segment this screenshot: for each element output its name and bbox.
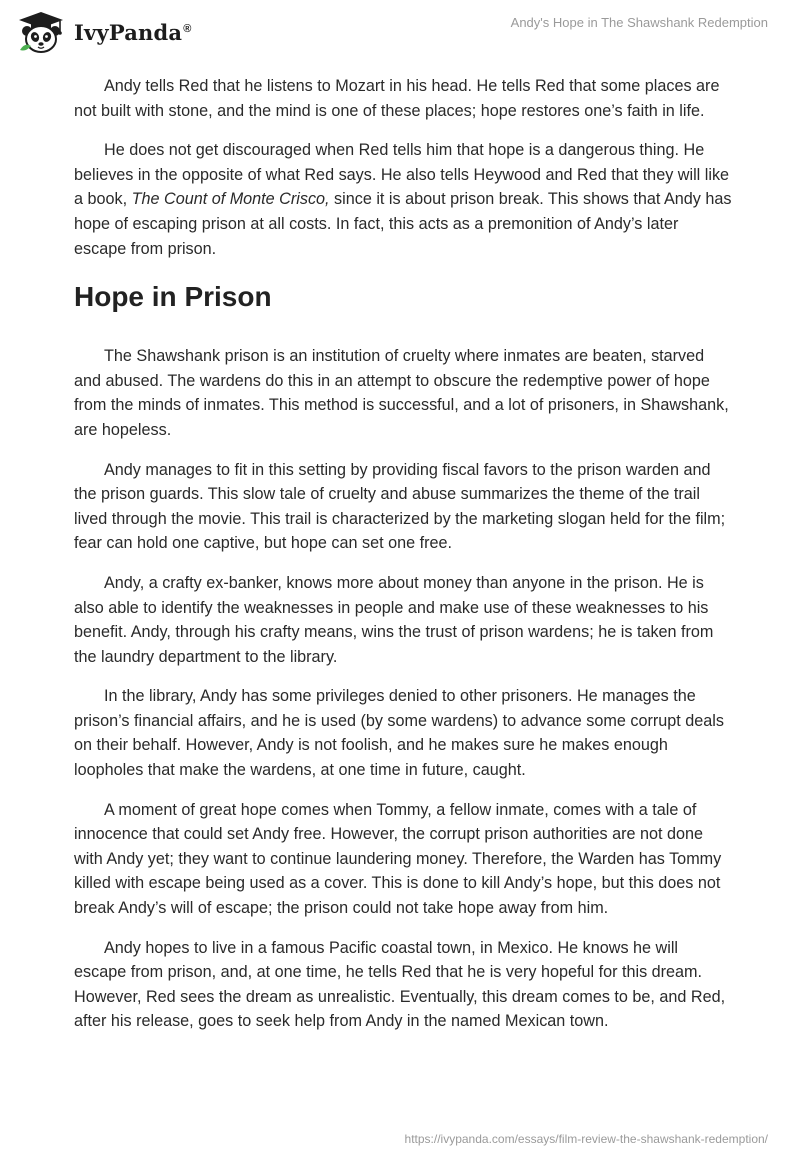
essay-body [74,74,734,1049]
page-header [0,0,800,60]
panda-graduate-icon [16,10,66,54]
section-heading: Hope in Prison [74,281,272,313]
paragraph: The Shawshank prison is an institution of cruelty where inmates are beaten, starved and abused. The wardens do this in an attempt to obscure the redemptive power of hope from the minds of inmates. This method is successful, and a lot of prisoners, in Shawshank, are hopeless. [74,347,729,439]
registered-mark: ® [183,22,192,35]
paragraph: Andy hopes to live in a famous Pacific coastal town, in Mexico. He knows he will escape from prison, and, at one time, he tells Red that he is very hopeful for this dream. However, Red sees the dream as unrealistic. Eventually, this dream comes to be, and Red, after his release, goes to seek help from Andy in the named Mexican town. [74,938,726,1031]
book-title: The Count of Monte Crisco, [131,190,330,209]
paragraph-text: He does not get discouraged when Red tells him that hope is a dangerous thing. He believes in the opposite of what Red says. He also tells Heywood and Red that they will like a book, [74,141,730,209]
paragraph: Andy manages to fit in this setting by providing fiscal favors to the prison warden and the prison guards. This slow tale of cruelty and abuse summarizes the theme of the trail lived through the movie. This trail is characterized by the marketing slogan held for the film; fear can hold one captive, but hope can set one free. [74,460,726,553]
paragraph-text: since it is about prison break. This shows that Andy has hope of escaping prison at all costs. In fact, this acts as a premonition of Andy’s later escape from prison. [74,190,732,258]
paragraph [74,138,734,261]
document-title: Andy's Hope in The Shawshank Redemption [510,15,768,30]
paragraph: In the library, Andy has some privileges denied to other prisoners. He manages the prison’s financial affairs, and he is used (by some wardens) to advance some corrupt deals on their behalf. However, Andy is not foolish, and he makes sure he makes enough loopholes that make the wardens, at one time in future, caught. [74,687,724,780]
source-url[interactable]: https://ivypanda.com/essays/film-review-the-shawshank-redemption/ [404,1132,768,1146]
paragraph: Andy, a crafty ex-banker, knows more about money than anyone in the prison. He is also able to identify the weaknesses in people and make use of these weaknesses to his benefit. Andy, through his crafty means, wins the trust of prison wardens; he is taken from the laundry department to the library. [74,573,714,666]
brand-name: IvyPanda® [74,19,192,45]
paragraph: A moment of great hope comes when Tommy, a fellow inmate, comes with a tale of innocence that could set Andy free. However, the corrupt prison authorities are not done with Andy yet; they want to continue laundering money. Therefore, the Warden has Tommy killed with escape being used as a cover. This is done to kill Andy’s hope, but this does not break Andy’s will of escape; the prison could not take hope away from him. [74,800,722,918]
paragraph: Andy tells Red that he listens to Mozart in his head. He tells Red that some places are not built with stone, and the mind is one of these places; hope restores one’s faith in life. [74,77,720,120]
brand-logo[interactable] [16,8,192,56]
